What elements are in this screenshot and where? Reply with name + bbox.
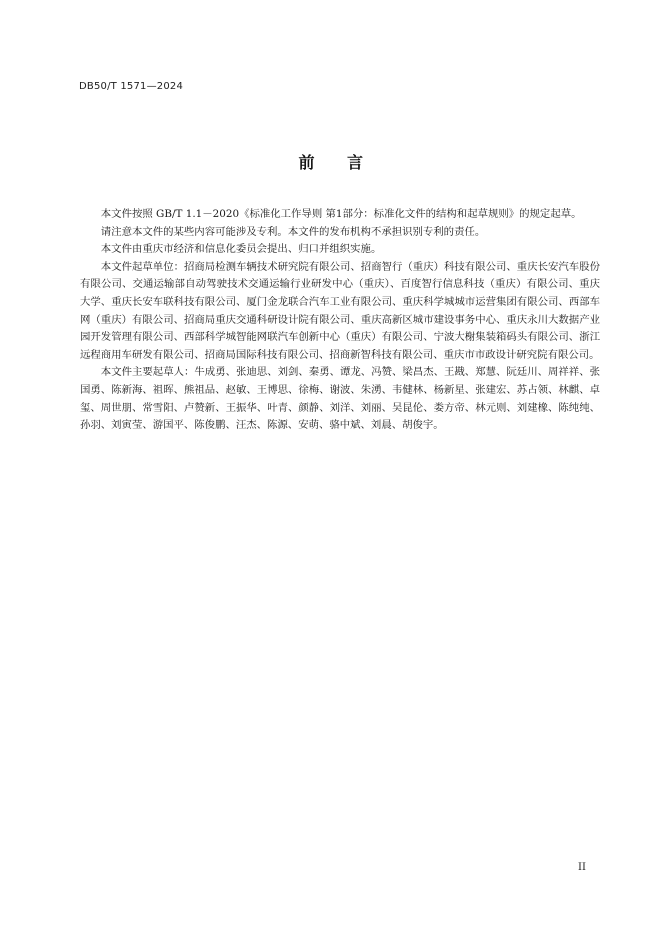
document-code: DB50/T 1571—2024 xyxy=(79,81,184,92)
paragraph-drafters: 本文件主要起草人：牛成勇、张迪思、刘剑、秦勇、谭龙、冯赞、梁昌杰、王戡、郑慧、阮廷川、周祥祥、张国勇、陈新海、祖晖、熊祖品、赵敏、王博思、徐梅、谢波、朱湧、韦健林、杨新星、张建宏、苏占领、林麒、卓玺、周世朋、常雪阳、卢赞新、王振华、叶青、颜静、刘洋、刘丽、吴昆伦、娄方帝、林元则、刘建橡、陈纯纯、孙羽、刘寅莹、游国平、陈俊鹏、汪杰、陈源、安萌、骆中斌、刘晨、胡俊宇。 xyxy=(80,366,600,432)
page-title-part-2: 言 xyxy=(347,153,364,172)
page-title xyxy=(0,150,662,173)
page-title-part-1: 前 xyxy=(298,153,315,172)
paragraph-patent-notice: 请注意本文件的某些内容可能涉及专利。本文件的发布机构不承担识别专利的责任。 xyxy=(100,225,486,238)
paragraph-drafting-units: 本文件起草单位：招商局检测车辆技术研究院有限公司、招商智行（重庆）科技有限公司、重庆长安汽车股份有限公司、交通运输部自动驾驶技术交通运输行业研发中心（重庆）、百度智行信息科技（重庆）有限公司、重庆大学、重庆长安车联科技有限公司、厦门金龙联合汽车工业有限公司、重庆科学城城市运营集团有限公司、西部车网（重庆）有限公司、招商局重庆交通科研设计院有限公司、重庆高新区城市建设事务中心、重庆永川大数据产业园开发管理有限公司、西部科学城智能网联汽车创新中心（重庆）有限公司、宁波大榭集装箱码头有限公司、浙江远程商用车研发有限公司、招商局国际科技有限公司、招商新智科技有限公司、重庆市市政设计研究院有限公司。 xyxy=(80,260,600,361)
paragraph-drafting-rules: 本文件按照 GB/T 1.1－2020《标准化工作导则 第1部分：标准化文件的结构和起草规则》的规定起草。 xyxy=(100,208,582,220)
paragraph-proposer: 本文件由重庆市经济和信息化委员会提出、归口并组织实施。 xyxy=(100,243,382,256)
page-number: II xyxy=(578,862,586,873)
foreword-body xyxy=(80,206,600,435)
